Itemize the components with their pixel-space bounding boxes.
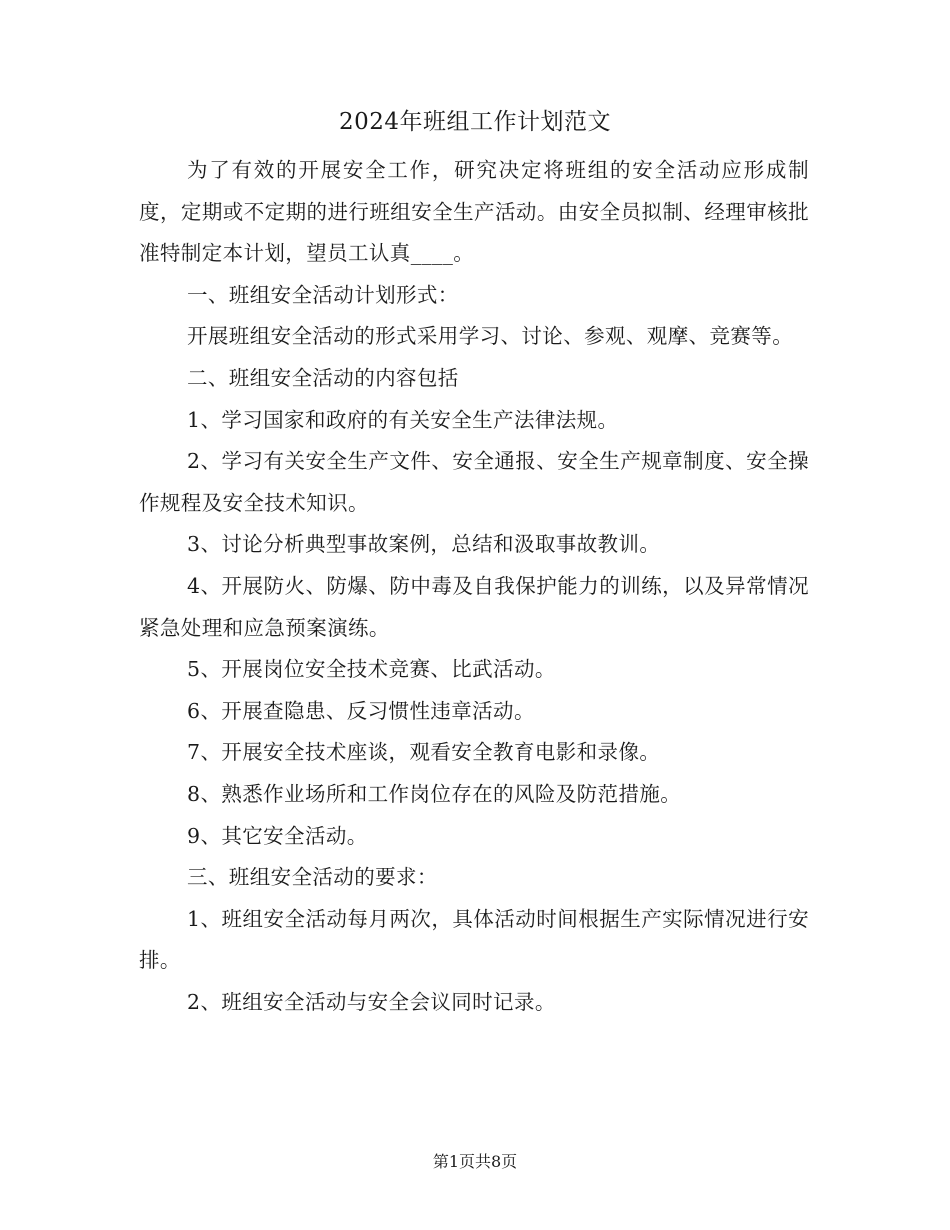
paragraph-activity-forms: 开展班组安全活动的形式采用学习、讨论、参观、观摩、竞赛等。 [187, 324, 794, 349]
list-item-requirement-2: 2、班组安全活动与安全会议同时记录。 [187, 989, 556, 1014]
document-title: 2024年班组工作计划范文 [338, 109, 612, 135]
list-item-content-9: 9、其它安全活动。 [187, 823, 368, 848]
list-item-requirement-1: 1、班组安全活动每月两次，具体活动时间根据生产实际情况进行安排。 [139, 906, 809, 973]
list-item-content-2: 2、学习有关安全生产文件、安全通报、安全生产规章制度、安全操作规程及安全技术知识。 [139, 449, 809, 515]
document-body [139, 150, 809, 1023]
list-item-content-3: 3、讨论分析典型事故案例，总结和汲取事故教训。 [187, 532, 661, 557]
heading-section-3: 三、班组安全活动的要求： [187, 865, 438, 890]
list-item-content-4: 4、开展防火、防爆、防中毒及自我保护能力的训练，以及异常情况紧急处理和应急预案演练。 [139, 573, 809, 640]
paragraph-intro: 为了有效的开展安全工作，研究决定将班组的安全活动应形成制度，定期或不定期的进行班组安全生产活动。由安全员拟制、经理审核批准特制定本计划，望员工认真____。 [139, 158, 809, 266]
heading-section-2: 二、班组安全活动的内容包括 [187, 365, 459, 390]
list-item-content-6: 6、开展查隐患、反习惯性违章活动。 [187, 698, 535, 723]
page-number-footer: 第1页共8页 [432, 1152, 518, 1171]
list-item-content-5: 5、开展岗位安全技术竞赛、比武活动。 [187, 657, 556, 682]
heading-section-1: 一、班组安全活动计划形式： [187, 282, 459, 307]
list-item-content-7: 7、开展安全技术座谈，观看安全教育电影和录像。 [187, 740, 661, 765]
list-item-content-1: 1、学习国家和政府的有关安全生产法律法规。 [187, 407, 619, 432]
list-item-content-8: 8、熟悉作业场所和工作岗位存在的风险及防范措施。 [187, 781, 682, 806]
